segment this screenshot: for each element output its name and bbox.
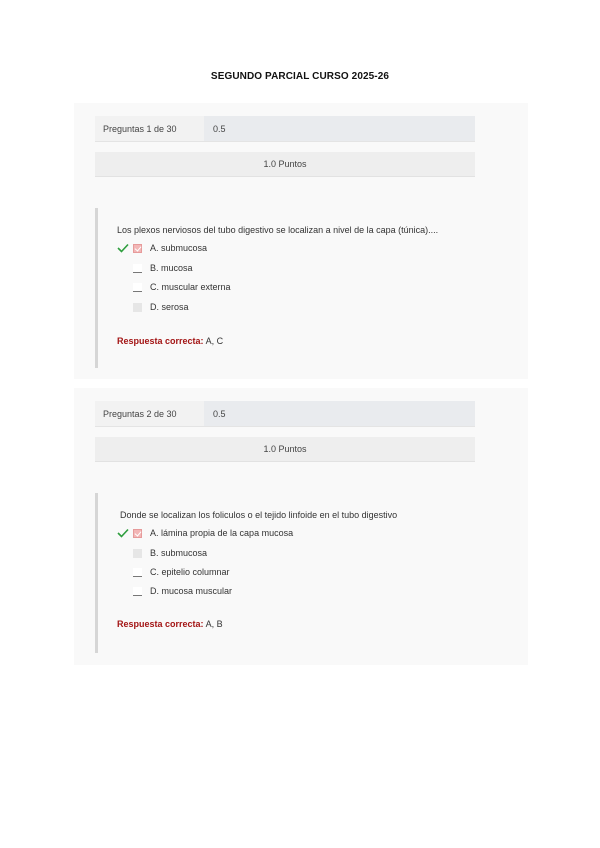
question-score: 0.5	[204, 116, 475, 141]
option-a[interactable]	[117, 526, 293, 540]
page-title: SEGUNDO PARCIAL CURSO 2025-26	[210, 71, 390, 82]
option-b[interactable]	[117, 546, 207, 560]
question-number: Preguntas 1 de 30	[95, 116, 204, 141]
option-label: B. mucosa	[150, 263, 193, 273]
correct-answer-label: Respuesta correcta:	[117, 619, 204, 629]
option-c[interactable]	[117, 565, 230, 579]
option-label: C. epitelio columnar	[150, 567, 230, 577]
correct-answer-label: Respuesta correcta:	[117, 336, 204, 346]
checkmark-icon	[117, 526, 133, 540]
checkbox[interactable]	[133, 303, 142, 312]
question-header	[95, 401, 475, 427]
checkbox[interactable]	[133, 264, 142, 273]
checkbox[interactable]	[133, 587, 142, 596]
correct-answer-value: A, B	[205, 619, 223, 629]
correct-answer	[117, 619, 223, 629]
question-number: Preguntas 2 de 30	[95, 401, 204, 426]
option-label: D. mucosa muscular	[150, 586, 233, 596]
question-text: Donde se localizan los foliculos o el tejido linfoide en el tubo digestivo	[120, 510, 398, 520]
option-label: A. lámina propia de la capa mucosa	[150, 528, 294, 538]
option-d[interactable]	[117, 300, 189, 314]
option-c[interactable]	[117, 280, 231, 294]
checkbox[interactable]	[133, 568, 142, 577]
checkbox-checked[interactable]	[133, 244, 142, 253]
question-card-2	[74, 388, 528, 665]
question-header	[95, 116, 475, 142]
option-label: C. muscular externa	[150, 282, 231, 292]
question-points: 1.0 Puntos	[95, 437, 475, 462]
option-label: D. serosa	[150, 302, 189, 312]
option-label: B. submucosa	[150, 548, 208, 558]
option-label: A. submucosa	[150, 243, 208, 253]
question-card-1	[74, 103, 528, 379]
checkbox[interactable]	[133, 549, 142, 558]
checkbox[interactable]	[133, 283, 142, 292]
question-body	[95, 208, 515, 368]
option-b[interactable]	[117, 261, 193, 275]
question-points: 1.0 Puntos	[95, 152, 475, 177]
correct-answer-value: A, C	[205, 336, 224, 346]
question-score: 0.5	[204, 401, 475, 426]
correct-answer	[117, 336, 223, 346]
option-a[interactable]	[117, 241, 207, 255]
checkmark-icon	[117, 241, 133, 255]
question-body	[95, 493, 515, 653]
question-text: Los plexos nerviosos del tubo digestivo se localizan a nivel de la capa (túnica)....	[117, 225, 439, 235]
option-d[interactable]	[117, 584, 232, 598]
checkbox-checked[interactable]	[133, 529, 142, 538]
